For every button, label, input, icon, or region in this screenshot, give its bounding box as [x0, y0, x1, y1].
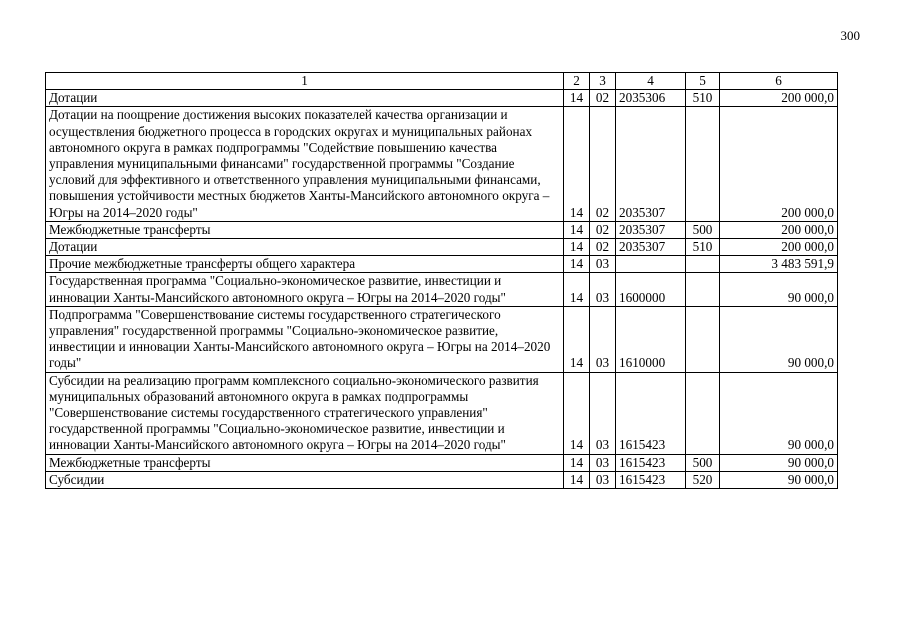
table-row	[46, 306, 838, 372]
row-name: Прочие межбюджетные трансферты общего характера	[46, 256, 564, 273]
section-code: 14	[564, 107, 590, 221]
budget-table	[45, 72, 838, 489]
expense-type-code: 510	[686, 90, 720, 107]
table-row	[46, 372, 838, 454]
table-row	[46, 221, 838, 238]
subsection-code: 02	[590, 239, 616, 256]
amount: 90 000,0	[720, 454, 838, 471]
header-cell: 6	[720, 73, 838, 90]
subsection-code: 02	[590, 90, 616, 107]
target-article-code: 2035306	[616, 90, 686, 107]
amount: 200 000,0	[720, 221, 838, 238]
section-code: 14	[564, 454, 590, 471]
table-row	[46, 471, 838, 488]
section-code: 14	[564, 273, 590, 306]
subsection-code: 03	[590, 306, 616, 372]
subsection-code: 03	[590, 256, 616, 273]
section-code: 14	[564, 221, 590, 238]
row-name: Межбюджетные трансферты	[46, 454, 564, 471]
expense-type-code	[686, 273, 720, 306]
table-row	[46, 107, 838, 221]
table-row	[46, 239, 838, 256]
header-cell: 5	[686, 73, 720, 90]
section-code: 14	[564, 239, 590, 256]
row-name: Подпрограмма "Совершенствование системы государственного стратегического управления" государственной программы "Социально-экономическое развитие, инвестиции и инновации Ханты-Мансийского автономного округа – Югры на 2014–2020 годы"	[46, 306, 564, 372]
target-article-code: 1615423	[616, 372, 686, 454]
expense-type-code: 500	[686, 221, 720, 238]
amount: 200 000,0	[720, 107, 838, 221]
amount: 200 000,0	[720, 90, 838, 107]
subsection-code: 03	[590, 471, 616, 488]
row-name: Государственная программа "Социально-экономическое развитие, инвестиции и инновации Ханты-Мансийского автономного округа – Югры на 2014–2020 годы"	[46, 273, 564, 306]
amount: 90 000,0	[720, 306, 838, 372]
table-row	[46, 273, 838, 306]
header-row	[46, 73, 838, 90]
amount: 3 483 591,9	[720, 256, 838, 273]
expense-type-code	[686, 107, 720, 221]
header-cell: 1	[46, 73, 564, 90]
subsection-code: 03	[590, 273, 616, 306]
amount: 90 000,0	[720, 471, 838, 488]
target-article-code: 1615423	[616, 471, 686, 488]
expense-type-code	[686, 256, 720, 273]
target-article-code: 2035307	[616, 239, 686, 256]
header-cell: 3	[590, 73, 616, 90]
target-article-code: 1600000	[616, 273, 686, 306]
target-article-code	[616, 256, 686, 273]
header-cell: 2	[564, 73, 590, 90]
row-name: Межбюджетные трансферты	[46, 221, 564, 238]
section-code: 14	[564, 256, 590, 273]
subsection-code: 02	[590, 221, 616, 238]
expense-type-code: 500	[686, 454, 720, 471]
section-code: 14	[564, 372, 590, 454]
target-article-code: 1615423	[616, 454, 686, 471]
target-article-code: 1610000	[616, 306, 686, 372]
target-article-code: 2035307	[616, 107, 686, 221]
row-name: Дотации	[46, 239, 564, 256]
row-name: Субсидии на реализацию программ комплексного социально-экономического развития муниципальных образований автономного округа в рамках подпрограммы "Совершенствование системы государственного стратегического управления" государственной программы "Социально-экономическое развитие, инвестиции и инновации Ханты-Мансийского автономного округа – Югры на 2014–2020 годы"	[46, 372, 564, 454]
row-name: Субсидии	[46, 471, 564, 488]
expense-type-code: 510	[686, 239, 720, 256]
target-article-code: 2035307	[616, 221, 686, 238]
expense-type-code	[686, 372, 720, 454]
section-code: 14	[564, 471, 590, 488]
subsection-code: 03	[590, 372, 616, 454]
expense-type-code	[686, 306, 720, 372]
subsection-code: 02	[590, 107, 616, 221]
page-number: 300	[840, 28, 860, 43]
amount: 200 000,0	[720, 239, 838, 256]
table-row	[46, 90, 838, 107]
amount: 90 000,0	[720, 273, 838, 306]
header-cell: 4	[616, 73, 686, 90]
row-name: Дотации на поощрение достижения высоких показателей качества организации и осуществления бюджетного процесса в городских округах и муниципальных районах автономного округа в рамках подпрограммы "Содействие повышению качества управления муниципальными финансами" государственной программы "Создание условий для эффективного и ответственного управления муниципальными финансами, повышения устойчивости местных бюджетов Ханты-Мансийского автономного округа – Югры на 2014–2020 годы"	[46, 107, 564, 221]
row-name: Дотации	[46, 90, 564, 107]
amount: 90 000,0	[720, 372, 838, 454]
subsection-code: 03	[590, 454, 616, 471]
section-code: 14	[564, 306, 590, 372]
expense-type-code: 520	[686, 471, 720, 488]
section-code: 14	[564, 90, 590, 107]
table-row	[46, 256, 838, 273]
table-row	[46, 454, 838, 471]
